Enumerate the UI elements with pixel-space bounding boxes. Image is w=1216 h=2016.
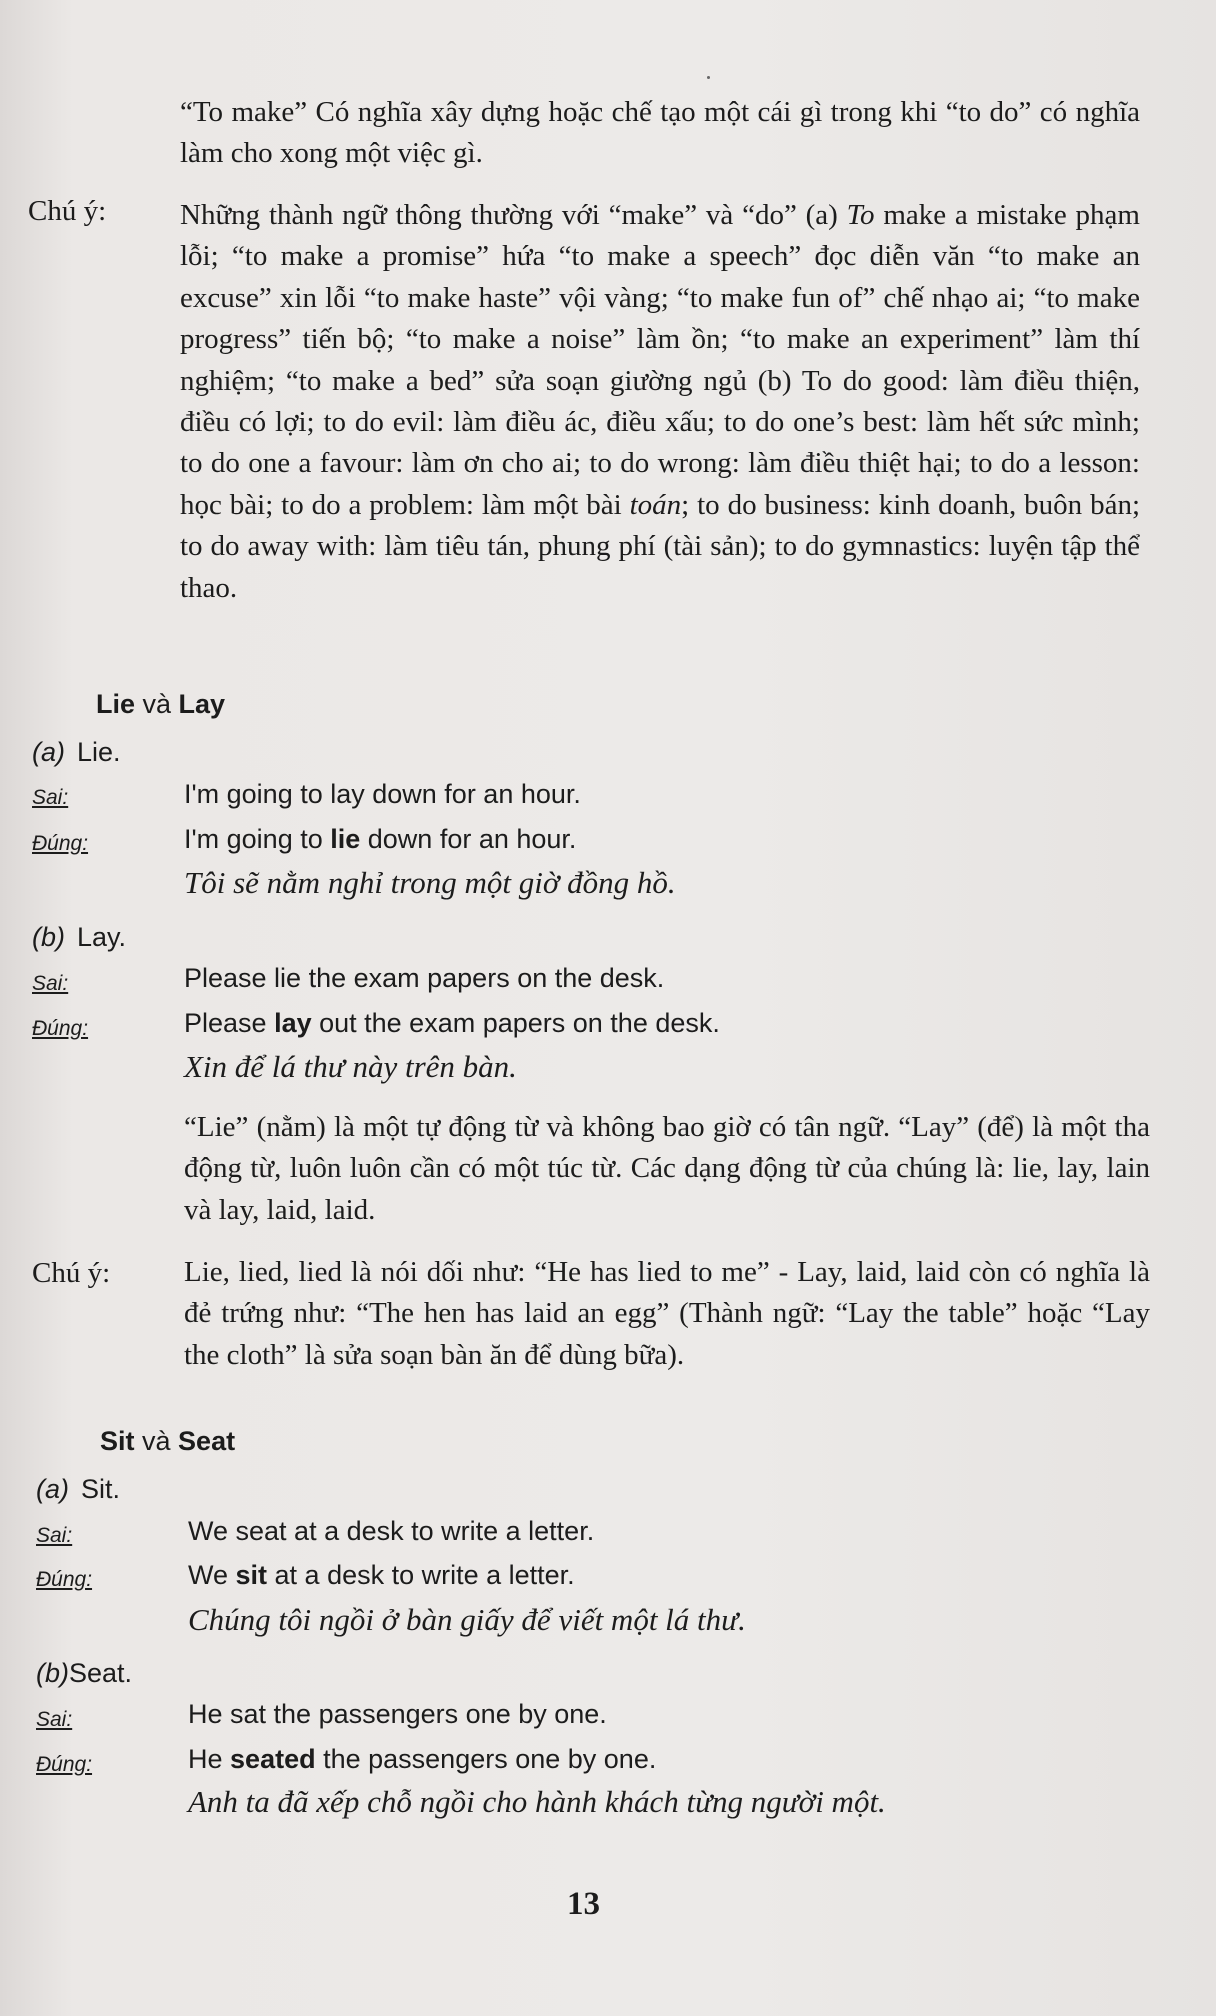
correct-example: He seated the passengers one by one.: [188, 1744, 657, 1774]
subsection-lay: (b) Lay.: [32, 922, 127, 952]
intro-paragraph: “To make” Có nghĩa xây dựng hoặc chế tạo một cái gì trong khi “to do” có nghĩa làm cho xong một việc gì.: [180, 96, 1140, 170]
correct-tag: Đúng:: [36, 1568, 93, 1591]
wrong-example: We seat at a desk to write a letter.: [188, 1516, 595, 1546]
wrong-tag: Sai:: [36, 1708, 73, 1731]
wrong-tag: Sai:: [32, 786, 69, 809]
translation: Xin để lá thư này trên bàn.: [184, 1049, 517, 1084]
translation: Tôi sẽ nằm nghỉ trong một giờ đồng hồ.: [184, 865, 676, 900]
note-label: Chú ý:: [28, 195, 107, 227]
page-number: 13: [567, 1886, 600, 1922]
wrong-example: He sat the passengers one by one.: [188, 1699, 607, 1729]
lie-lay-note: Lie, lied, lied là nói dối như: “He has lied to me” - Lay, laid, laid còn có nghĩa là đẻ trứng như: “The hen has laid an egg” (Thành ngữ: “Lay the table” hoặc “Lay the cloth” là sửa soạn bàn ăn để dùng bữa).: [184, 1256, 1150, 1371]
subsection-lie: (a) Lie.: [32, 737, 121, 767]
wrong-example: I'm going to lay down for an hour.: [184, 779, 581, 809]
lie-lay-explanation: “Lie” (nằm) là một tự động từ và không bao giờ có tân ngữ. “Lay” (để) là một tha động từ, luôn luôn cần có một túc từ. Các dạng động từ của chúng là: lie, lay, lain và lay, laid, laid.: [184, 1111, 1150, 1226]
correct-example: Please lay out the exam papers on the desk.: [184, 1008, 720, 1038]
section-heading-lie-lay: Lie và Lay: [96, 689, 226, 719]
subsection-sit: (a) Sit.: [36, 1474, 121, 1504]
wrong-tag: Sai:: [32, 972, 69, 995]
correct-tag: Đúng:: [36, 1753, 93, 1776]
note-label: Chú ý:: [32, 1257, 111, 1289]
wrong-example: Please lie the exam papers on the desk.: [184, 963, 665, 993]
make-do-note: Những thành ngữ thông thường với “make” và “do” (a) To make a mistake phạm lỗi; “to make a promise” hứa “to make a speech” đọc diễn văn “to make an excuse” xin lỗi “to make haste” vội vàng; “to make fun of” chế nhạo ai; “to make progress” tiến bộ; “to make a noise” làm ồn; “to make an experiment” làm thí nghiệm; “to make a bed” sửa soạn giường ngủ (b) To do good: làm điều thiện, điều có lợi; to do evil: làm điều ác, điều xấu; to do one’s best: làm hết sức mình; to do one a favour: làm ơn cho ai; to do wrong: làm điều thiệt hại; to do a lesson: học bài; to do a problem: làm một bài toán; to do business: kinh doanh, buôn bán; to do away with: làm tiêu tán, phung phí (tài sản); to do gymnastics: luyện tập thể thao.: [180, 199, 1140, 604]
subsection-seat: (b)Seat.: [36, 1658, 133, 1688]
page-speck: [707, 76, 710, 79]
section-heading-sit-seat: Sit và Seat: [100, 1426, 236, 1456]
correct-tag: Đúng:: [32, 832, 89, 855]
correct-example: I'm going to lie down for an hour.: [184, 824, 577, 854]
translation: Anh ta đã xếp chỗ ngồi cho hành khách từng người một.: [188, 1784, 886, 1819]
translation: Chúng tôi ngồi ở bàn giấy để viết một lá thư.: [188, 1602, 746, 1637]
wrong-tag: Sai:: [36, 1524, 73, 1547]
correct-tag: Đúng:: [32, 1017, 89, 1040]
correct-example: We sit at a desk to write a letter.: [188, 1560, 575, 1590]
